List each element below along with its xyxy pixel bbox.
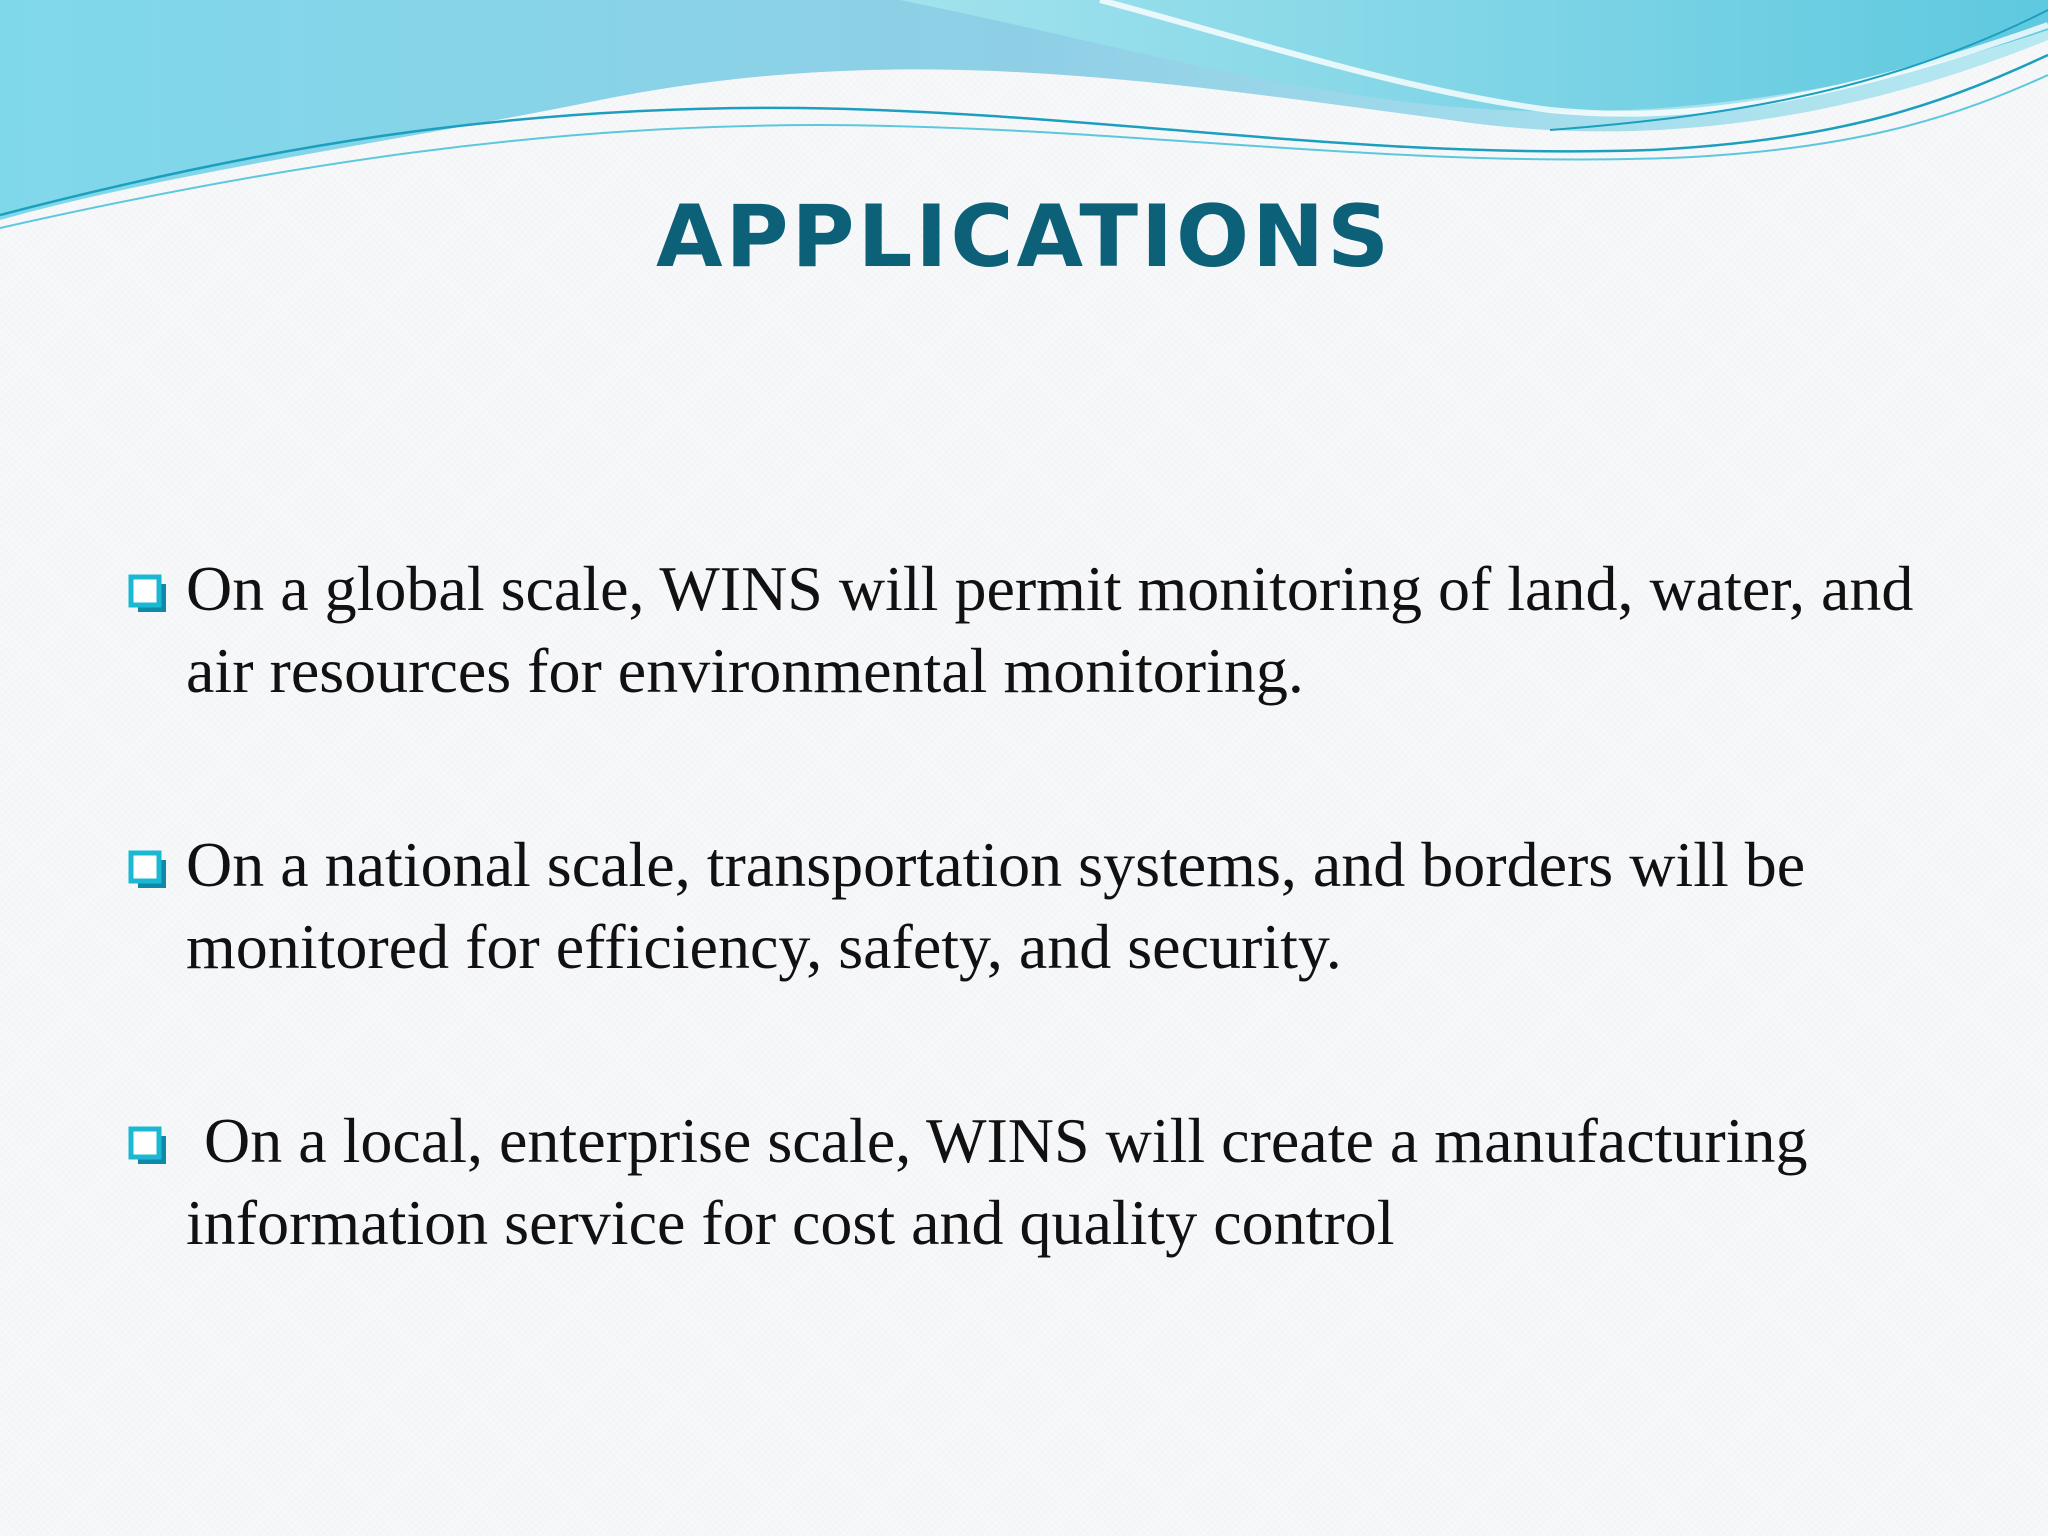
bullet-item-national: [128, 824, 1928, 988]
bullet-list: [128, 548, 1928, 1376]
checkbox-square-icon: [128, 850, 168, 890]
bullet-item-local: [128, 1100, 1928, 1264]
bullet-text: On a national scale, transportation systems, and borders will be monitored for efficiency, safety, and security.: [186, 829, 1806, 982]
checkbox-square-icon: [128, 574, 168, 614]
bullet-text: On a local, enterprise scale, WINS will create a manufacturing information service for cost and quality control: [186, 1105, 1808, 1258]
slide-title: APPLICATIONS: [655, 187, 1393, 287]
bullet-item-global: [128, 548, 1928, 712]
checkbox-square-icon: [128, 1126, 168, 1166]
bullet-text: On a global scale, WINS will permit monitoring of land, water, and air resources for environmental monitoring.: [186, 553, 1914, 706]
